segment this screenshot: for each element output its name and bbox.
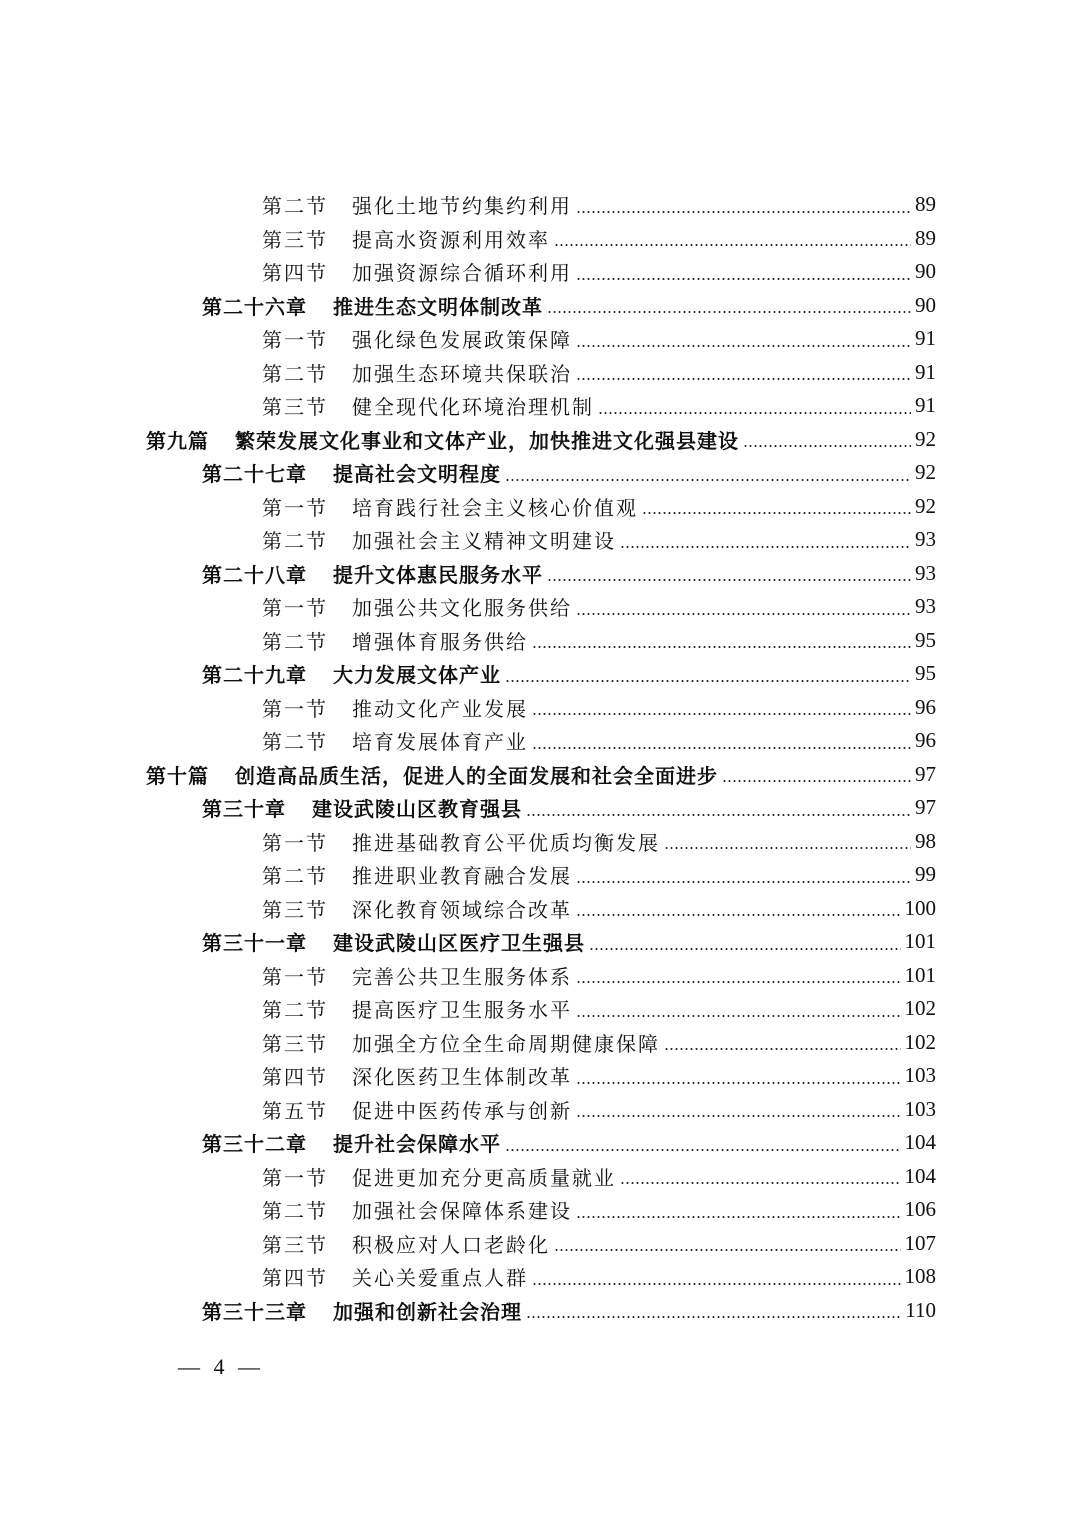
- toc-entry-number: 第二十六章: [202, 294, 307, 319]
- toc-entry-label: [202, 559, 543, 588]
- toc-entry-page: 106: [904, 1197, 936, 1222]
- toc-section-row[interactable]: [0, 222, 1074, 256]
- toc-entry-page: 100: [904, 895, 936, 920]
- toc-entry-label: [202, 659, 501, 688]
- toc-entry-page: 95: [915, 627, 936, 652]
- dot-leader: [576, 345, 911, 347]
- dot-leader: [743, 445, 911, 447]
- toc-entry-title: 培育践行社会主义核心价值观: [352, 495, 638, 520]
- toc-entry-page: 97: [915, 795, 936, 820]
- toc-section-row[interactable]: [0, 389, 1074, 423]
- toc-chapter-row[interactable]: [0, 289, 1074, 323]
- toc-entry-label: [146, 760, 718, 789]
- toc-entry-label: [262, 324, 572, 353]
- toc-entry-page: 103: [904, 1063, 936, 1088]
- toc-entry-page: 99: [915, 862, 936, 887]
- page-number: — 4 —: [178, 1354, 264, 1379]
- toc-entry-page: 92: [915, 493, 936, 518]
- toc-section-row[interactable]: [0, 1026, 1074, 1060]
- toc-entry-page: 89: [915, 225, 936, 250]
- toc-entry-title: 提升文体惠民服务水平: [333, 562, 543, 587]
- dot-leader: [576, 881, 911, 883]
- toc-entry-title: 促进中医药传承与创新: [352, 1098, 572, 1123]
- toc-section-row[interactable]: [0, 490, 1074, 524]
- dot-leader: [576, 211, 911, 213]
- toc-entry-label: [262, 994, 572, 1023]
- toc-entry-label: [202, 1128, 501, 1157]
- toc-chapter-row[interactable]: [0, 456, 1074, 490]
- toc-section-row[interactable]: [0, 1260, 1074, 1294]
- toc-entry-title: 提高水资源利用效率: [352, 227, 550, 252]
- toc-section-row[interactable]: [0, 1093, 1074, 1127]
- toc-entry-title: 培育发展体育产业: [352, 730, 528, 755]
- toc-entry-label: [262, 1028, 660, 1057]
- toc-entry-title: 大力发展文体产业: [333, 663, 501, 688]
- dot-leader: [598, 412, 911, 414]
- toc-entry-number: 第四节: [262, 1065, 328, 1090]
- toc-chapter-row[interactable]: [0, 1294, 1074, 1328]
- toc-entry-number: 第四节: [262, 1266, 328, 1291]
- toc-entry-title: 提高医疗卫生服务水平: [352, 998, 572, 1023]
- dot-leader: [554, 1249, 901, 1251]
- dot-leader: [576, 613, 911, 615]
- toc-entry-label: [262, 1061, 572, 1090]
- toc-entry-label: [262, 224, 550, 253]
- toc-entry-page: 96: [915, 694, 936, 719]
- toc-chapter-row[interactable]: [0, 1126, 1074, 1160]
- toc-entry-label: [262, 626, 528, 655]
- dot-leader: [664, 847, 911, 849]
- toc-entry-title: 促进更加充分更高质量就业: [352, 1165, 616, 1190]
- toc-entry-label: [262, 1262, 528, 1291]
- toc-entry-label: [262, 592, 572, 621]
- toc-section-row[interactable]: [0, 523, 1074, 557]
- toc-entry-label: [262, 1095, 572, 1124]
- toc-entry-number: 第一节: [262, 1165, 328, 1190]
- toc-entry-number: 第三节: [262, 227, 328, 252]
- toc-entry-title: 繁荣发展文化事业和文体产业，加快推进文化强县建设: [235, 428, 739, 453]
- toc-section-row[interactable]: [0, 1193, 1074, 1227]
- toc-entry-label: [262, 1229, 550, 1258]
- toc-entry-page: 101: [904, 929, 936, 954]
- toc-entry-title: 增强体育服务供给: [352, 629, 528, 654]
- toc-entry-number: 第一节: [262, 596, 328, 621]
- dot-leader: [526, 814, 911, 816]
- toc-entry-page: 90: [915, 292, 936, 317]
- toc-entry-number: 第三十二章: [202, 1132, 307, 1157]
- toc-entry-title: 提高社会文明程度: [333, 462, 501, 487]
- toc-entry-label: [262, 726, 528, 755]
- toc-entry-page: 91: [915, 359, 936, 384]
- toc-entry-number: 第四节: [262, 261, 328, 286]
- toc-entry-page: 89: [915, 192, 936, 217]
- toc-entry-page: 107: [904, 1230, 936, 1255]
- dot-leader: [620, 546, 911, 548]
- toc-entry-number: 第二节: [262, 998, 328, 1023]
- toc-entry-number: 第三十三章: [202, 1299, 307, 1324]
- toc-entry-label: [202, 927, 585, 956]
- toc-chapter-row[interactable]: [0, 557, 1074, 591]
- toc-entry-title: 强化土地节约集约利用: [352, 194, 572, 219]
- toc-section-row[interactable]: [0, 992, 1074, 1026]
- toc-entry-page: 104: [904, 1130, 936, 1155]
- toc-entry-number: 第二十八章: [202, 562, 307, 587]
- toc-entry-label: [262, 894, 572, 923]
- toc-entry-number: 第二十七章: [202, 462, 307, 487]
- toc-entry-number: 第二节: [262, 864, 328, 889]
- toc-section-row[interactable]: [0, 255, 1074, 289]
- toc-entry-label: [202, 793, 522, 822]
- toc-entry-title: 加强公共文化服务供给: [352, 596, 572, 621]
- dot-leader: [547, 311, 911, 313]
- toc-entry-label: [262, 257, 572, 286]
- toc-entry-page: 102: [904, 1029, 936, 1054]
- toc-entry-page: 90: [915, 259, 936, 284]
- dot-leader: [664, 1048, 901, 1050]
- toc-entry-title: 加强生态环境共保联治: [352, 361, 572, 386]
- toc-entry-title: 创造高品质生活，促进人的全面发展和社会全面进步: [235, 763, 718, 788]
- toc-entry-number: 第二节: [262, 1199, 328, 1224]
- toc-entry-number: 第三节: [262, 1232, 328, 1257]
- toc-section-row[interactable]: [0, 188, 1074, 222]
- toc-section-row[interactable]: [0, 624, 1074, 658]
- toc-section-row[interactable]: [0, 1227, 1074, 1261]
- toc-section-row[interactable]: [0, 1059, 1074, 1093]
- toc-part-row[interactable]: [0, 423, 1074, 457]
- toc-entry-number: 第三十一章: [202, 931, 307, 956]
- dot-leader: [505, 1149, 901, 1151]
- toc-entry-label: [262, 961, 572, 990]
- toc-entry-number: 第一节: [262, 830, 328, 855]
- toc-entry-page: 92: [915, 460, 936, 485]
- toc-entry-number: 第二十九章: [202, 663, 307, 688]
- dot-leader: [532, 646, 911, 648]
- toc-entry-title: 加强资源综合循环利用: [352, 261, 572, 286]
- toc-entry-page: 93: [915, 560, 936, 585]
- dot-leader: [547, 579, 911, 581]
- toc-chapter-row[interactable]: [0, 925, 1074, 959]
- toc-entry-number: 第九篇: [146, 428, 209, 453]
- dot-leader: [576, 1015, 901, 1017]
- toc-entry-title: 推进生态文明体制改革: [333, 294, 543, 319]
- toc-entry-label: [202, 291, 543, 320]
- toc-entry-page: 102: [904, 996, 936, 1021]
- table-of-contents: [0, 188, 1074, 1327]
- toc-entry-title: 强化绿色发展政策保障: [352, 328, 572, 353]
- toc-entry-page: 92: [915, 426, 936, 451]
- dot-leader: [620, 1182, 901, 1184]
- dot-leader: [554, 244, 911, 246]
- toc-entry-number: 第一节: [262, 328, 328, 353]
- toc-entry-title: 加强社会主义精神文明建设: [352, 529, 616, 554]
- toc-entry-number: 第十篇: [146, 763, 209, 788]
- dot-leader: [576, 1216, 901, 1218]
- toc-entry-title: 深化医药卫生体制改革: [352, 1065, 572, 1090]
- toc-entry-page: 91: [915, 326, 936, 351]
- toc-entry-label: [262, 693, 528, 722]
- toc-entry-number: 第一节: [262, 964, 328, 989]
- toc-entry-page: 98: [915, 828, 936, 853]
- toc-section-row[interactable]: [0, 858, 1074, 892]
- toc-entry-page: 91: [915, 393, 936, 418]
- toc-entry-title: 完善公共卫生服务体系: [352, 964, 572, 989]
- toc-section-row[interactable]: [0, 724, 1074, 758]
- dot-leader: [576, 378, 911, 380]
- toc-entry-label: [262, 525, 616, 554]
- toc-entry-label: [262, 492, 638, 521]
- toc-entry-title: 加强社会保障体系建设: [352, 1199, 572, 1224]
- toc-entry-title: 推动文化产业发展: [352, 696, 528, 721]
- toc-entry-title: 建设武陵山区医疗卫生强县: [333, 931, 585, 956]
- dot-leader: [505, 680, 911, 682]
- dot-leader: [589, 948, 901, 950]
- toc-entry-number: 第二节: [262, 529, 328, 554]
- toc-entry-title: 推进职业教育融合发展: [352, 864, 572, 889]
- toc-entry-page: 108: [904, 1264, 936, 1289]
- toc-entry-page: 110: [905, 1297, 936, 1322]
- toc-entry-number: 第一节: [262, 696, 328, 721]
- toc-entry-page: 103: [904, 1096, 936, 1121]
- toc-chapter-row[interactable]: [0, 657, 1074, 691]
- toc-entry-label: [262, 827, 660, 856]
- toc-section-row[interactable]: [0, 356, 1074, 390]
- dot-leader: [505, 479, 911, 481]
- toc-entry-title: 健全现代化环境治理机制: [352, 395, 594, 420]
- toc-entry-number: 第三节: [262, 395, 328, 420]
- toc-entry-label: [202, 1296, 522, 1325]
- toc-section-row[interactable]: [0, 825, 1074, 859]
- toc-entry-title: 加强和创新社会治理: [333, 1299, 522, 1324]
- dot-leader: [532, 713, 911, 715]
- dot-leader: [526, 1316, 901, 1318]
- dot-leader: [532, 747, 911, 749]
- toc-entry-number: 第二节: [262, 361, 328, 386]
- toc-entry-page: 101: [904, 962, 936, 987]
- dot-leader: [576, 914, 901, 916]
- toc-entry-number: 第二节: [262, 194, 328, 219]
- toc-section-row[interactable]: [0, 892, 1074, 926]
- dot-leader: [576, 278, 911, 280]
- toc-entry-page: 97: [915, 761, 936, 786]
- dot-leader: [532, 1283, 901, 1285]
- toc-part-row[interactable]: [0, 758, 1074, 792]
- toc-entry-label: [262, 190, 572, 219]
- toc-entry-title: 提升社会保障水平: [333, 1132, 501, 1157]
- toc-entry-number: 第一节: [262, 495, 328, 520]
- toc-entry-label: [262, 1195, 572, 1224]
- toc-entry-label: [262, 1162, 616, 1191]
- dot-leader: [722, 780, 911, 782]
- toc-entry-label: [202, 458, 501, 487]
- toc-entry-title: 加强全方位全生命周期健康保障: [352, 1031, 660, 1056]
- toc-section-row[interactable]: [0, 590, 1074, 624]
- toc-entry-page: 104: [904, 1163, 936, 1188]
- toc-entry-number: 第三节: [262, 897, 328, 922]
- dot-leader: [642, 512, 911, 514]
- toc-entry-number: 第三节: [262, 1031, 328, 1056]
- toc-entry-number: 第二节: [262, 629, 328, 654]
- toc-entry-title: 深化教育领域综合改革: [352, 897, 572, 922]
- dot-leader: [576, 981, 901, 983]
- toc-entry-page: 96: [915, 728, 936, 753]
- toc-entry-label: [262, 860, 572, 889]
- toc-entry-label: [262, 391, 594, 420]
- toc-entry-page: 95: [915, 661, 936, 686]
- toc-entry-label: [146, 425, 739, 454]
- toc-entry-number: 第二节: [262, 730, 328, 755]
- toc-entry-number: 第五节: [262, 1098, 328, 1123]
- toc-section-row[interactable]: [0, 322, 1074, 356]
- toc-section-row[interactable]: [0, 1160, 1074, 1194]
- toc-chapter-row[interactable]: [0, 791, 1074, 825]
- toc-entry-page: 93: [915, 594, 936, 619]
- toc-entry-title: 建设武陵山区教育强县: [312, 797, 522, 822]
- dot-leader: [576, 1082, 901, 1084]
- toc-section-row[interactable]: [0, 691, 1074, 725]
- toc-entry-number: 第三十章: [202, 797, 286, 822]
- dot-leader: [576, 1115, 901, 1117]
- toc-section-row[interactable]: [0, 959, 1074, 993]
- toc-entry-page: 93: [915, 527, 936, 552]
- toc-entry-title: 推进基础教育公平优质均衡发展: [352, 830, 660, 855]
- toc-entry-title: 积极应对人口老龄化: [352, 1232, 550, 1257]
- toc-entry-label: [262, 358, 572, 387]
- toc-entry-title: 关心关爱重点人群: [352, 1266, 528, 1291]
